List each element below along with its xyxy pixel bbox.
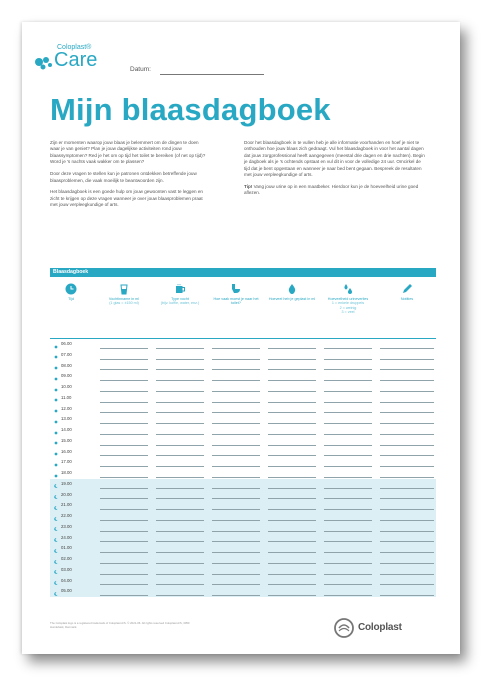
sun-icon — [54, 386, 58, 390]
time-cell — [50, 382, 92, 393]
entry-field[interactable] — [268, 369, 316, 370]
moon-icon — [54, 525, 58, 529]
entry-field[interactable] — [100, 359, 148, 360]
time-cell — [50, 447, 92, 458]
column-sublabel: (bijv. koffie, water, enz.) — [160, 301, 200, 306]
entry-field[interactable] — [212, 402, 260, 403]
day-hour-row — [50, 447, 436, 458]
entry-field[interactable] — [268, 531, 316, 532]
intro-paragraph: Zijn er momenten waarop jouw blaas je belemmert om de dingen te doen waar je van geniet? Plan je jouw dagelijkse activiteiten rond jouw blaassymptomen? Red je het om op tijd het toilet te bereiken (of net op tijd)? Word je 's nachts vaak wakker om te plassen? — [50, 140, 206, 165]
entry-field[interactable] — [100, 434, 148, 435]
entry-field[interactable] — [380, 520, 434, 521]
entry-field[interactable] — [212, 380, 260, 381]
entry-field[interactable] — [156, 466, 204, 467]
entry-field[interactable] — [156, 348, 204, 349]
entry-field[interactable] — [268, 584, 316, 585]
entry-field[interactable] — [156, 402, 204, 403]
time-cell — [50, 393, 92, 404]
tip-text: Vang jouw urine op in een maatbeker. Hierdoor kun je de hoeveelheid urine goed aflezen. — [244, 183, 419, 196]
entry-field[interactable] — [100, 477, 148, 478]
entry-field[interactable] — [212, 541, 260, 542]
sun-icon — [54, 396, 58, 400]
night-hour-row — [50, 490, 436, 501]
sun-icon — [54, 407, 58, 411]
time-cell — [50, 522, 92, 533]
time-cell — [50, 468, 92, 479]
entry-field[interactable] — [268, 477, 316, 478]
entry-field[interactable] — [324, 348, 372, 349]
entry-field[interactable] — [380, 563, 434, 564]
day-hour-row — [50, 404, 436, 415]
entry-field[interactable] — [212, 466, 260, 467]
time-cell — [50, 500, 92, 511]
entry-field[interactable] — [100, 552, 148, 553]
logo-dots-icon — [34, 54, 54, 70]
entry-field[interactable] — [212, 552, 260, 553]
time-label: 07.00 — [61, 351, 72, 357]
time-label: 22.00 — [61, 513, 72, 518]
column-label-text: Hoeveelheid urineverlies — [327, 297, 369, 301]
entry-field[interactable] — [156, 359, 204, 360]
entry-field[interactable] — [380, 488, 434, 489]
entry-field[interactable] — [156, 541, 204, 542]
entry-field[interactable] — [156, 380, 204, 381]
entry-field[interactable] — [156, 455, 204, 456]
day-hour-row — [50, 425, 436, 436]
entry-field[interactable] — [380, 552, 434, 553]
time-label: 21.00 — [61, 502, 72, 508]
column-label-text: Type vocht — [171, 297, 189, 301]
entry-field[interactable] — [100, 455, 148, 456]
time-label: 09.00 — [61, 373, 72, 379]
entry-field[interactable] — [324, 595, 372, 596]
entry-field[interactable] — [380, 531, 434, 532]
column-header — [50, 277, 92, 339]
sun-icon — [54, 353, 58, 357]
entry-field[interactable] — [212, 434, 260, 435]
sun-icon — [54, 450, 58, 454]
time-cell — [50, 586, 92, 597]
entry-field[interactable] — [100, 498, 148, 499]
entry-field[interactable] — [324, 369, 372, 370]
entry-field[interactable] — [380, 434, 434, 435]
sun-icon — [54, 375, 58, 379]
clock-icon — [65, 282, 77, 294]
entry-field[interactable] — [268, 434, 316, 435]
time-label: 03.00 — [61, 566, 72, 572]
entry-field[interactable] — [324, 531, 372, 532]
day-hour-row — [50, 371, 436, 382]
entry-field[interactable] — [324, 520, 372, 521]
entry-field[interactable] — [212, 574, 260, 575]
entry-field[interactable] — [156, 584, 204, 585]
brand-small-label: Coloplast® — [57, 44, 92, 51]
day-hour-row — [50, 339, 436, 350]
drop-icon — [286, 282, 298, 294]
entry-field[interactable] — [100, 563, 148, 564]
time-cell — [50, 490, 92, 501]
drops-icon — [342, 282, 354, 294]
entry-field[interactable] — [100, 369, 148, 370]
entry-field[interactable] — [324, 402, 372, 403]
entry-field[interactable] — [212, 359, 260, 360]
entry-field[interactable] — [324, 541, 372, 542]
column-header — [378, 277, 436, 339]
night-hour-row — [50, 586, 436, 597]
column-header-label — [211, 297, 261, 306]
intro-paragraph: Door deze vragen te stellen kun je patronen ontdekken betreffende jouw blaasproblemen, die vaak moeilijk te beantwoorden zijn. — [50, 171, 197, 183]
entry-field[interactable] — [212, 531, 260, 532]
entry-field[interactable] — [380, 574, 434, 575]
entry-field[interactable] — [156, 434, 204, 435]
entry-field[interactable] — [156, 488, 204, 489]
moon-icon — [54, 493, 58, 497]
time-cell — [50, 479, 92, 490]
footer-brand: Coloplast — [358, 622, 402, 633]
entry-field[interactable] — [324, 412, 372, 413]
moon-icon — [54, 579, 58, 583]
entry-field[interactable] — [268, 552, 316, 553]
entry-field[interactable] — [212, 563, 260, 564]
day-hour-row — [50, 350, 436, 361]
entry-field[interactable] — [268, 412, 316, 413]
entry-field[interactable] — [268, 359, 316, 360]
column-header-label — [155, 297, 205, 306]
entry-field[interactable] — [100, 531, 148, 532]
entry-field[interactable] — [324, 574, 372, 575]
entry-field[interactable] — [156, 445, 204, 446]
moon-icon — [54, 536, 58, 540]
entry-field[interactable] — [380, 402, 434, 403]
document-page — [22, 22, 460, 654]
entry-field[interactable] — [268, 455, 316, 456]
time-label: 10.00 — [61, 384, 72, 389]
night-hour-row — [50, 533, 436, 544]
moon-icon — [54, 568, 58, 572]
time-label: 19.00 — [61, 480, 72, 486]
time-label: 20.00 — [61, 491, 72, 497]
entry-field[interactable] — [212, 584, 260, 585]
entry-field[interactable] — [156, 509, 204, 510]
cup-icon — [118, 282, 130, 294]
time-label: 02.00 — [61, 556, 72, 561]
night-hour-row — [50, 479, 436, 490]
entry-field[interactable] — [100, 595, 148, 596]
entry-field[interactable] — [212, 477, 260, 478]
column-header — [322, 277, 374, 339]
day-hour-row — [50, 457, 436, 468]
time-label: 15.00 — [61, 437, 72, 443]
time-label: 11.00 — [61, 394, 72, 400]
entry-field[interactable] — [100, 509, 148, 510]
day-hour-row — [50, 382, 436, 393]
time-label: 14.00 — [61, 427, 72, 432]
entry-field[interactable] — [324, 477, 372, 478]
sun-icon — [54, 461, 58, 465]
diary-table-title: Blaasdagboek — [50, 268, 436, 277]
entry-field[interactable] — [156, 563, 204, 564]
entry-field[interactable] — [212, 488, 260, 489]
intro-paragraph: Het blaasdagboek is een goede hulp om jouw gewoonten vast te leggen en zicht te krijgen op deze vragen wanneer je over jouw blaasproblemen praat met jouw verpleegkundige of arts. — [50, 189, 203, 208]
sun-icon — [54, 364, 58, 368]
entry-field[interactable] — [268, 541, 316, 542]
time-label: 08.00 — [61, 362, 72, 368]
entry-field[interactable] — [100, 445, 148, 446]
time-cell — [50, 533, 92, 544]
entry-field[interactable] — [268, 466, 316, 467]
tip-label: Tip! — [244, 183, 253, 189]
entry-field[interactable] — [268, 380, 316, 381]
column-header-label — [51, 297, 91, 301]
toilet-icon — [230, 282, 242, 294]
time-cell — [50, 339, 92, 350]
entry-field[interactable] — [100, 412, 148, 413]
column-header — [210, 277, 262, 339]
entry-field[interactable] — [380, 584, 434, 585]
moon-icon — [54, 504, 58, 508]
entry-field[interactable] — [212, 455, 260, 456]
entry-field[interactable] — [268, 520, 316, 521]
entry-field[interactable] — [324, 455, 372, 456]
entry-field[interactable] — [156, 423, 204, 424]
entry-field[interactable] — [380, 412, 434, 413]
entry-field[interactable] — [100, 402, 148, 403]
entry-field[interactable] — [268, 488, 316, 489]
time-label: 16.00 — [61, 448, 72, 454]
night-hour-row — [50, 543, 436, 554]
sun-icon — [54, 429, 58, 433]
time-label: 06.00 — [61, 341, 72, 346]
entry-field[interactable] — [380, 595, 434, 596]
time-label: 12.00 — [61, 405, 72, 411]
entry-field[interactable] — [156, 531, 204, 532]
day-hour-row — [50, 436, 436, 447]
sun-icon — [54, 472, 58, 476]
time-cell — [50, 361, 92, 372]
day-hour-row — [50, 393, 436, 404]
column-sublabel: (1 glas = ±150 ml) — [109, 301, 139, 306]
entry-field[interactable] — [380, 455, 434, 456]
time-cell — [50, 404, 92, 415]
entry-field[interactable] — [212, 498, 260, 499]
entry-field[interactable] — [324, 466, 372, 467]
entry-field[interactable] — [156, 391, 204, 392]
entry-field[interactable] — [324, 445, 372, 446]
pencil-icon — [401, 282, 413, 294]
night-hour-row — [50, 565, 436, 576]
entry-field[interactable] — [380, 391, 434, 392]
day-hour-row — [50, 468, 436, 479]
time-cell — [50, 576, 92, 587]
entry-field[interactable] — [268, 348, 316, 349]
entry-field[interactable] — [156, 498, 204, 499]
entry-field[interactable] — [100, 380, 148, 381]
day-hour-row — [50, 361, 436, 372]
entry-field[interactable] — [212, 391, 260, 392]
column-label-text: Vochtinname in ml — [108, 297, 140, 301]
moon-icon — [54, 547, 58, 551]
tip-paragraph — [244, 184, 426, 197]
entry-field[interactable] — [100, 541, 148, 542]
entry-field[interactable] — [268, 391, 316, 392]
entry-field[interactable] — [156, 552, 204, 553]
entry-field[interactable] — [212, 369, 260, 370]
entry-field[interactable] — [324, 498, 372, 499]
entry-field[interactable] — [380, 359, 434, 360]
entry-field[interactable] — [380, 509, 434, 510]
time-label: 23.00 — [61, 523, 72, 529]
entry-field[interactable] — [212, 348, 260, 349]
time-cell — [50, 511, 92, 522]
time-label: 24.00 — [61, 534, 72, 540]
time-label: 18.00 — [61, 470, 72, 475]
column-header — [98, 277, 150, 339]
column-header-label — [379, 297, 435, 301]
entry-field[interactable] — [212, 520, 260, 521]
footer-legal-note: The Coloplast logo is a registered trademark of Coloplast A/S. © 2021-06. All rights reserved Coloplast A/S, 3050 Humlebæk, Denmark. — [50, 621, 190, 629]
time-cell — [50, 565, 92, 576]
time-cell — [50, 371, 92, 382]
entry-field[interactable] — [380, 423, 434, 424]
entry-field[interactable] — [380, 498, 434, 499]
entry-field[interactable] — [380, 348, 434, 349]
entry-field[interactable] — [100, 348, 148, 349]
entry-field[interactable] — [324, 563, 372, 564]
diary-table-rows — [50, 339, 436, 597]
entry-field[interactable] — [156, 595, 204, 596]
entry-field[interactable] — [156, 412, 204, 413]
column-sublabel: 1 = enkele druppels 2 = weinig 3 = veel — [331, 301, 365, 314]
entry-field[interactable] — [100, 574, 148, 575]
entry-field[interactable] — [156, 574, 204, 575]
intro-right-column — [244, 140, 426, 202]
time-label: 05.00 — [61, 588, 72, 594]
entry-field[interactable] — [212, 509, 260, 510]
column-label-text: Notities — [400, 297, 414, 301]
entry-field[interactable] — [268, 574, 316, 575]
entry-field[interactable] — [380, 477, 434, 478]
entry-field[interactable] — [380, 541, 434, 542]
date-label: Datum: — [130, 66, 151, 73]
column-header-label — [323, 297, 373, 314]
time-cell — [50, 457, 92, 468]
entry-field[interactable] — [156, 520, 204, 521]
time-cell — [50, 414, 92, 425]
column-header-label — [267, 297, 317, 301]
moon-icon — [54, 590, 58, 594]
day-hour-row — [50, 414, 436, 425]
column-label-text: Tijd — [68, 297, 74, 301]
entry-field[interactable] — [380, 369, 434, 370]
entry-field[interactable] — [268, 402, 316, 403]
time-cell — [50, 350, 92, 361]
sun-icon — [54, 343, 58, 347]
time-cell — [50, 425, 92, 436]
date-field[interactable] — [160, 74, 264, 75]
entry-field[interactable] — [324, 380, 372, 381]
entry-field[interactable] — [324, 434, 372, 435]
night-hour-row — [50, 500, 436, 511]
entry-field[interactable] — [100, 391, 148, 392]
entry-field[interactable] — [268, 445, 316, 446]
entry-field[interactable] — [212, 595, 260, 596]
entry-field[interactable] — [156, 477, 204, 478]
night-hour-row — [50, 576, 436, 587]
entry-field[interactable] — [100, 488, 148, 489]
time-label: 04.00 — [61, 577, 72, 583]
diary-table-header — [50, 277, 436, 339]
entry-field[interactable] — [212, 412, 260, 413]
column-header-label — [99, 297, 149, 306]
mug-icon — [174, 282, 186, 294]
entry-field[interactable] — [380, 445, 434, 446]
entry-field[interactable] — [380, 466, 434, 467]
entry-field[interactable] — [324, 391, 372, 392]
column-label-text: Hoe vaak moest je naar het toilet? — [213, 297, 259, 306]
night-hour-row — [50, 522, 436, 533]
entry-field[interactable] — [268, 563, 316, 564]
entry-field[interactable] — [100, 423, 148, 424]
time-label: 13.00 — [61, 416, 72, 422]
time-label: 17.00 — [61, 459, 72, 465]
moon-icon — [54, 482, 58, 486]
column-label-text: Hoeveel heb je geplast in ml — [268, 297, 316, 301]
entry-field[interactable] — [324, 423, 372, 424]
entry-field[interactable] — [212, 445, 260, 446]
entry-field[interactable] — [212, 423, 260, 424]
sun-icon — [54, 439, 58, 443]
entry-field[interactable] — [324, 584, 372, 585]
entry-field[interactable] — [156, 369, 204, 370]
entry-field[interactable] — [324, 552, 372, 553]
entry-field[interactable] — [268, 498, 316, 499]
intro-left-column — [50, 140, 208, 214]
time-label: 01.00 — [61, 545, 72, 551]
time-cell — [50, 436, 92, 447]
column-header — [266, 277, 318, 339]
entry-field[interactable] — [268, 423, 316, 424]
night-hour-row — [50, 511, 436, 522]
moon-icon — [54, 558, 58, 562]
entry-field[interactable] — [268, 509, 316, 510]
time-cell — [50, 543, 92, 554]
entry-field[interactable] — [324, 509, 372, 510]
time-cell — [50, 554, 92, 565]
diary-table — [50, 268, 436, 597]
sun-icon — [54, 418, 58, 422]
moon-icon — [54, 515, 58, 519]
entry-field[interactable] — [268, 595, 316, 596]
entry-field[interactable] — [100, 466, 148, 467]
coloplast-logo-icon — [334, 618, 354, 638]
column-header — [154, 277, 206, 339]
entry-field[interactable] — [380, 380, 434, 381]
entry-field[interactable] — [100, 584, 148, 585]
instruction-paragraph: Door het blaasdagboek in te vullen heb je alle informatie voorhanden en hoef je niet te onthouden hoe jouw blaas zich gedraagt. Vul het blaasdagboek in voor het aantal dagen dat jouw zorgprofessional heeft aangegeven (meestal drie dagen en drie nachten). Begin je dagboek als je 's ochtends opstaat en vul dit in voor de volledige 24 uur. Omcirkel de tijd dat je bent opgestaan en wanneer je naar bed bent gegaan. Bespreek de resultaten met jouw verpleegkundige of arts. — [244, 140, 425, 178]
entry-field[interactable] — [324, 359, 372, 360]
night-hour-row — [50, 554, 436, 565]
entry-field[interactable] — [324, 488, 372, 489]
brand-care-label: Care — [54, 49, 98, 71]
page-title: Mijn blaasdagboek — [50, 92, 331, 127]
entry-field[interactable] — [100, 520, 148, 521]
